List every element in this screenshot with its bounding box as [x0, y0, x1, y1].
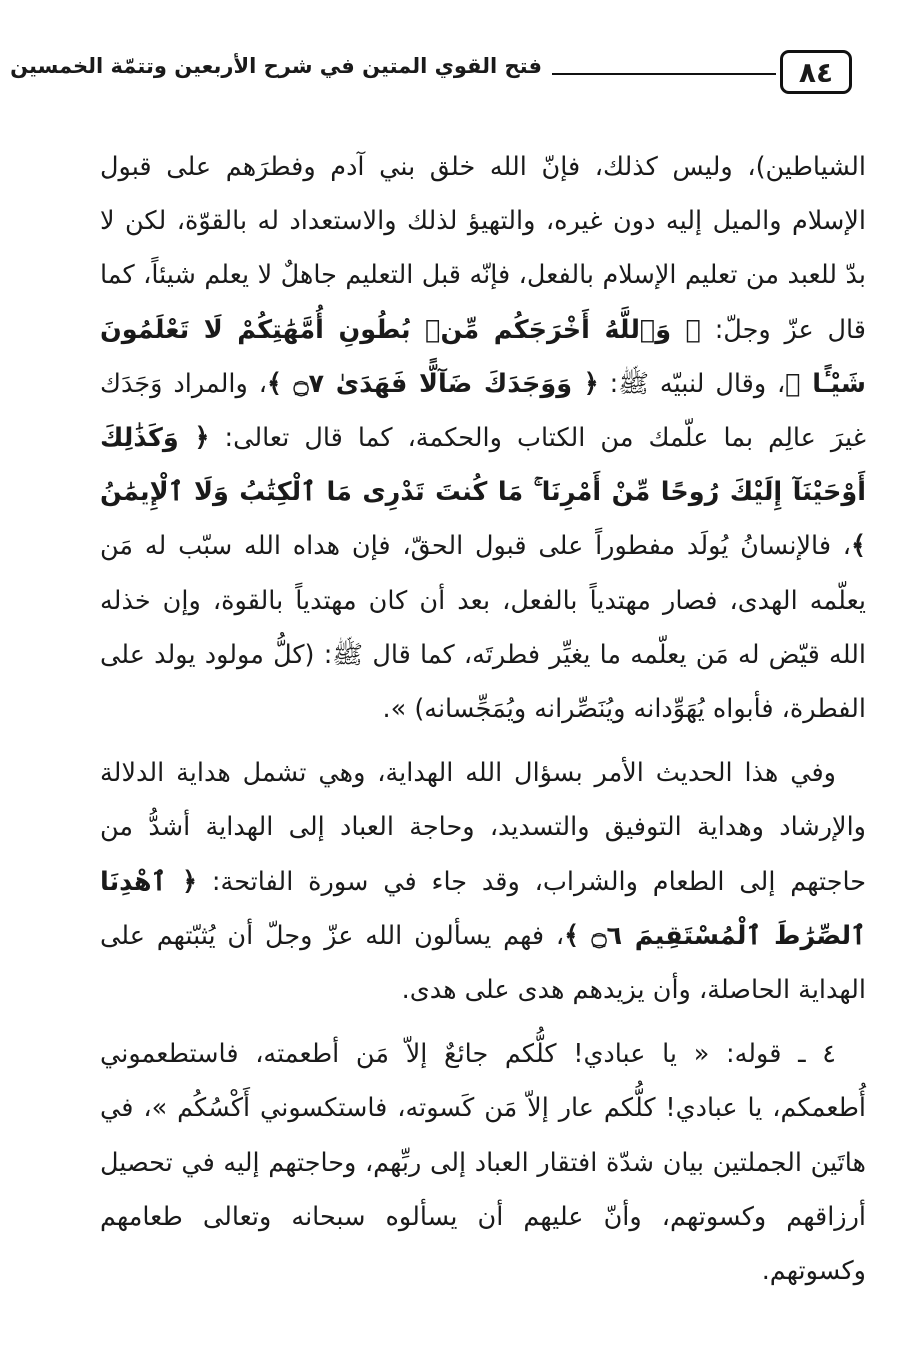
body-text: [100, 140, 866, 1308]
text-segment: ، فالإنسانُ يُولَد مفطوراً على قبول الحقّ، فإن هداه الله سبّب له مَن يعلّمه الهدى، فصار مهتدياً بالفعل، بعد أن كان مهتدياً بالقوة، وإن خذله الله قيّض له مَن يعلّمه ما يغيِّر فطرتَه، كما قال ﷺ: (كلُّ مولود يولد على الفطرة، فأبواه يُهَوِّدانه ويُنَصِّرانه ويُمَجِّسانه) ».: [100, 531, 866, 725]
quran-quote: ﴿ وَكَذَٰلِكَ أَوْحَيْنَآ إِلَيْكَ رُوحًا مِّنْ أَمْرِنَا ۚ مَا كُنتَ تَدْرِى مَا ٱلْكِتَٰبُ وَلَا ٱلْإِيمَٰنُ ﴾: [100, 423, 866, 562]
text-segment: ، والمراد وَجَدَك غيرَ عالِم بما علّمك من الكتاب والحكمة، كما قال تعالى:: [100, 368, 866, 454]
paragraph-3: [100, 1027, 866, 1298]
page-number: ٨٤: [780, 50, 852, 94]
running-title: فتح القوي المتين في شرح الأربعين وتتمّة الخمسين: [10, 54, 542, 78]
page-header: [10, 46, 860, 102]
quran-quote: ﴿ وَوَجَدَكَ ضَآلًّا فَهَدَىٰ ۝٧ ﴾: [266, 368, 599, 399]
text-segment: ، وقال لنبيّه ﷺ:: [598, 368, 786, 399]
text-segment: وفي هذا الحديث الأمر بسؤال الله الهداية، وهي تشمل هداية الدلالة والإرشاد وهداية التوفيق والتسديد، وحاجة العباد إلى الهداية أشدُّ من حاجتهم إلى الطعام والشراب، وقد جاء في سورة الفاتحة:: [100, 758, 866, 897]
quran-quote: ﴿ ٱهْدِنَا ٱلصِّرَٰطَ ٱلْمُسْتَقِيمَ ۝٦ ﴾: [100, 866, 866, 951]
paragraph-1: [100, 140, 866, 736]
header-rule: [552, 73, 776, 75]
text-segment: ، فهم يسألون الله عزّ وجلّ أن يُثبّتهم على الهداية الحاصلة، وأن يزيدهم هدى على هدى.: [100, 920, 866, 1006]
text-segment: ٤ ـ قوله: « يا عبادي! كلُّكم جائعٌ إلاّ مَن أطعمته، فاستطعموني أُطعمكم، يا عبادي! كلُّكم عار إلاّ مَن كَسوته، فاستكسوني أَكْسُكُم »، في هاتَين الجملتين بيان شدّة افتقار العباد إلى ربِّهم، وحاجتهم إليه في تحصيل أرزاقهم وكسوتهم، وأنّ عليهم أن يسألوه سبحانه وتعالى طعامهم وكسوتهم.: [100, 1039, 866, 1287]
quran-quote: ﴿ وَٱللَّهُ أَخْرَجَكُم مِّنۢ بُطُونِ أُمَّهَٰتِكُمْ لَا تَعْلَمُونَ شَيْـًٔا ﴾: [100, 314, 867, 399]
text-segment: الشياطين)، وليس كذلك، فإنّ الله خلق بني آدم وفطرَهم على قبول الإسلام والميل إليه دون غيره، والتهيؤ لذلك والاستعداد له بالقوّة، لكن لا بدّ للعبد من تعليم الإسلام بالفعل، فإنّه قبل التعليم جاهلٌ لا يعلم شيئاً، كما قال عزّ وجلّ:: [100, 152, 866, 345]
paragraph-2: [100, 746, 866, 1017]
